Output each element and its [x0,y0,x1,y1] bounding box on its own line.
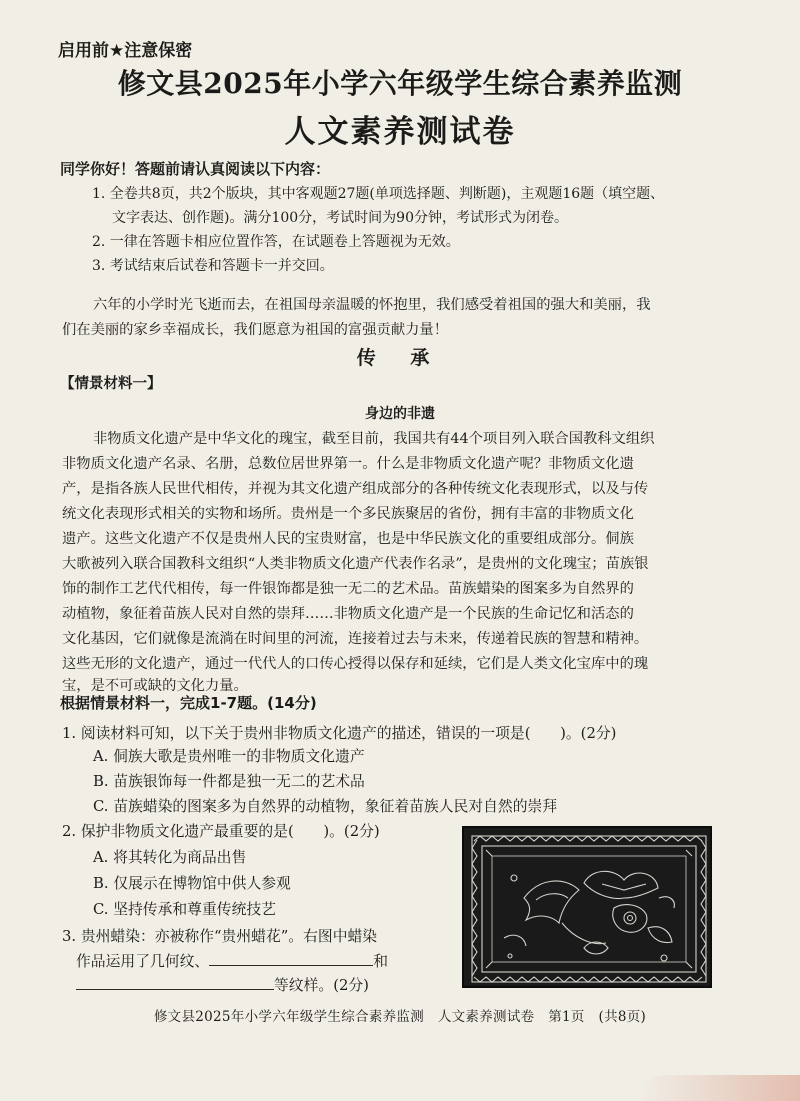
question-2-stem: 2. 保护非物质文化遗产最重要的是( )。(2分) [62,823,380,840]
material-line: 饰的制作工艺代代相传，每一件银饰都是独一无二的艺术品。苗族蜡染的图案多为自然界的 [62,581,634,597]
instruction-item: 1. 全卷共8页，共2个版块，其中客观题27题(单项选择题、判断题)，主观题16题（填空题、 [92,186,665,202]
question-1-stem: 1. 阅读材料可知，以下关于贵州非物质文化遗产的描述，错误的一项是( )。(2分) [62,725,617,742]
answer-blank [209,950,373,966]
material-line: 产，是指各族人民世代相传，并视为其文化遗产组成部分的各种传统文化表现形式，以及与传 [62,481,649,497]
question-2-option-b: B. 仅展示在博物馆中供人参观 [93,875,291,892]
question-2-option-c: C. 坚持传承和尊重传统技艺 [93,901,276,918]
intro-line: 六年的小学时光飞逝而去，在祖国母亲温暖的怀抱里，我们感受着祖国的强大和美丽，我 [93,297,651,313]
material-line: 统文化表现形式相关的实物和场所。贵州是一个多民族聚居的省份，拥有丰富的非物质文化 [62,506,634,522]
material-label: 【情景材料一】 [60,376,162,392]
photo-edge-shadow [640,1075,800,1101]
material-title: 身边的非遗 [365,406,435,422]
question-1-option-c: C. 苗族蜡染的图案多为自然界的动植物，象征着苗族人民对自然的崇拜 [93,798,558,815]
answer-blank [76,974,274,990]
section-title: 传 承 [356,347,444,369]
material-line: 非物质文化遗产名录、名册，总数位居世界第一。什么是非物质文化遗产呢？非物质文化遗 [62,456,634,472]
instruction-item: 2. 一律在答题卡相应位置作答，在试题卷上答题视为无效。 [92,234,460,250]
question-3-stem: 3. 贵州蜡染：亦被称作“贵州蜡花”。右图中蜡染 [62,928,378,945]
exam-title: 修文县2025年小学六年级学生综合素养监测 [117,67,683,100]
page-footer: 修文县2025年小学六年级学生综合素养监测 人文素养测试卷 第1页 (共8页) [153,1009,647,1025]
instruction-item: 3. 考试结束后试卷和答题卡一并交回。 [92,258,334,274]
intro-line: 们在美丽的家乡幸福成长，我们愿意为祖国的富强贡献力量！ [62,322,449,338]
material-line: 遗产。这些文化遗产不仅是贵州人民的宝贵财富，也是中华民族文化的重要组成部分。侗族 [62,531,634,547]
material-line: 文化基因，它们就像是流淌在时间里的河流，连接着过去与未来，传递着民族的智慧和精神。 [62,631,649,647]
material-line: 动植物，象征着苗族人民对自然的崇拜……非物质文化遗产是一个民族的生命记忆和活态的 [62,606,634,622]
material-line: 非物质文化遗产是中华文化的瑰宝，截至目前，我国共有44个项目列入联合国教科文组织 [93,431,655,447]
question-3-line2 [76,950,388,971]
instructions-greeting: 同学你好！答题前请认真阅读以下内容： [60,160,331,178]
question-3-line3 [76,974,369,995]
question-2-option-a: A. 将其转化为商品出售 [93,849,247,866]
question-1-option-a: A. 侗族大歌是贵州唯一的非物质文化遗产 [93,748,365,765]
question-3-text: 等纹样。(2分) [274,977,369,994]
task-instruction: 根据情景材料一，完成1-7题。(14分) [60,694,317,712]
instruction-item: 文字表达、创作题)。满分100分，考试时间为90分钟，考试形式为闭卷。 [112,210,568,226]
material-line: 这些无形的文化遗产，通过一代代人的口传心授得以保存和延续，它们是人类文化宝库中的瑰 [62,656,649,672]
batik-image [462,826,712,988]
exam-subtitle: 人文素养测试卷 [284,114,516,150]
material-line: 大歌被列入联合国教科文组织“人类非物质文化遗产代表作名录”，是贵州的文化瑰宝；苗族银 [62,556,649,572]
question-1-option-b: B. 苗族银饰每一件都是独一无二的艺术品 [93,773,365,790]
secret-label: 启用前★注意保密 [58,41,193,61]
question-3-text: 作品运用了几何纹、 [76,953,210,970]
question-3-and: 和 [373,953,388,970]
material-line: 宝，是不可或缺的文化力量。 [62,678,248,694]
